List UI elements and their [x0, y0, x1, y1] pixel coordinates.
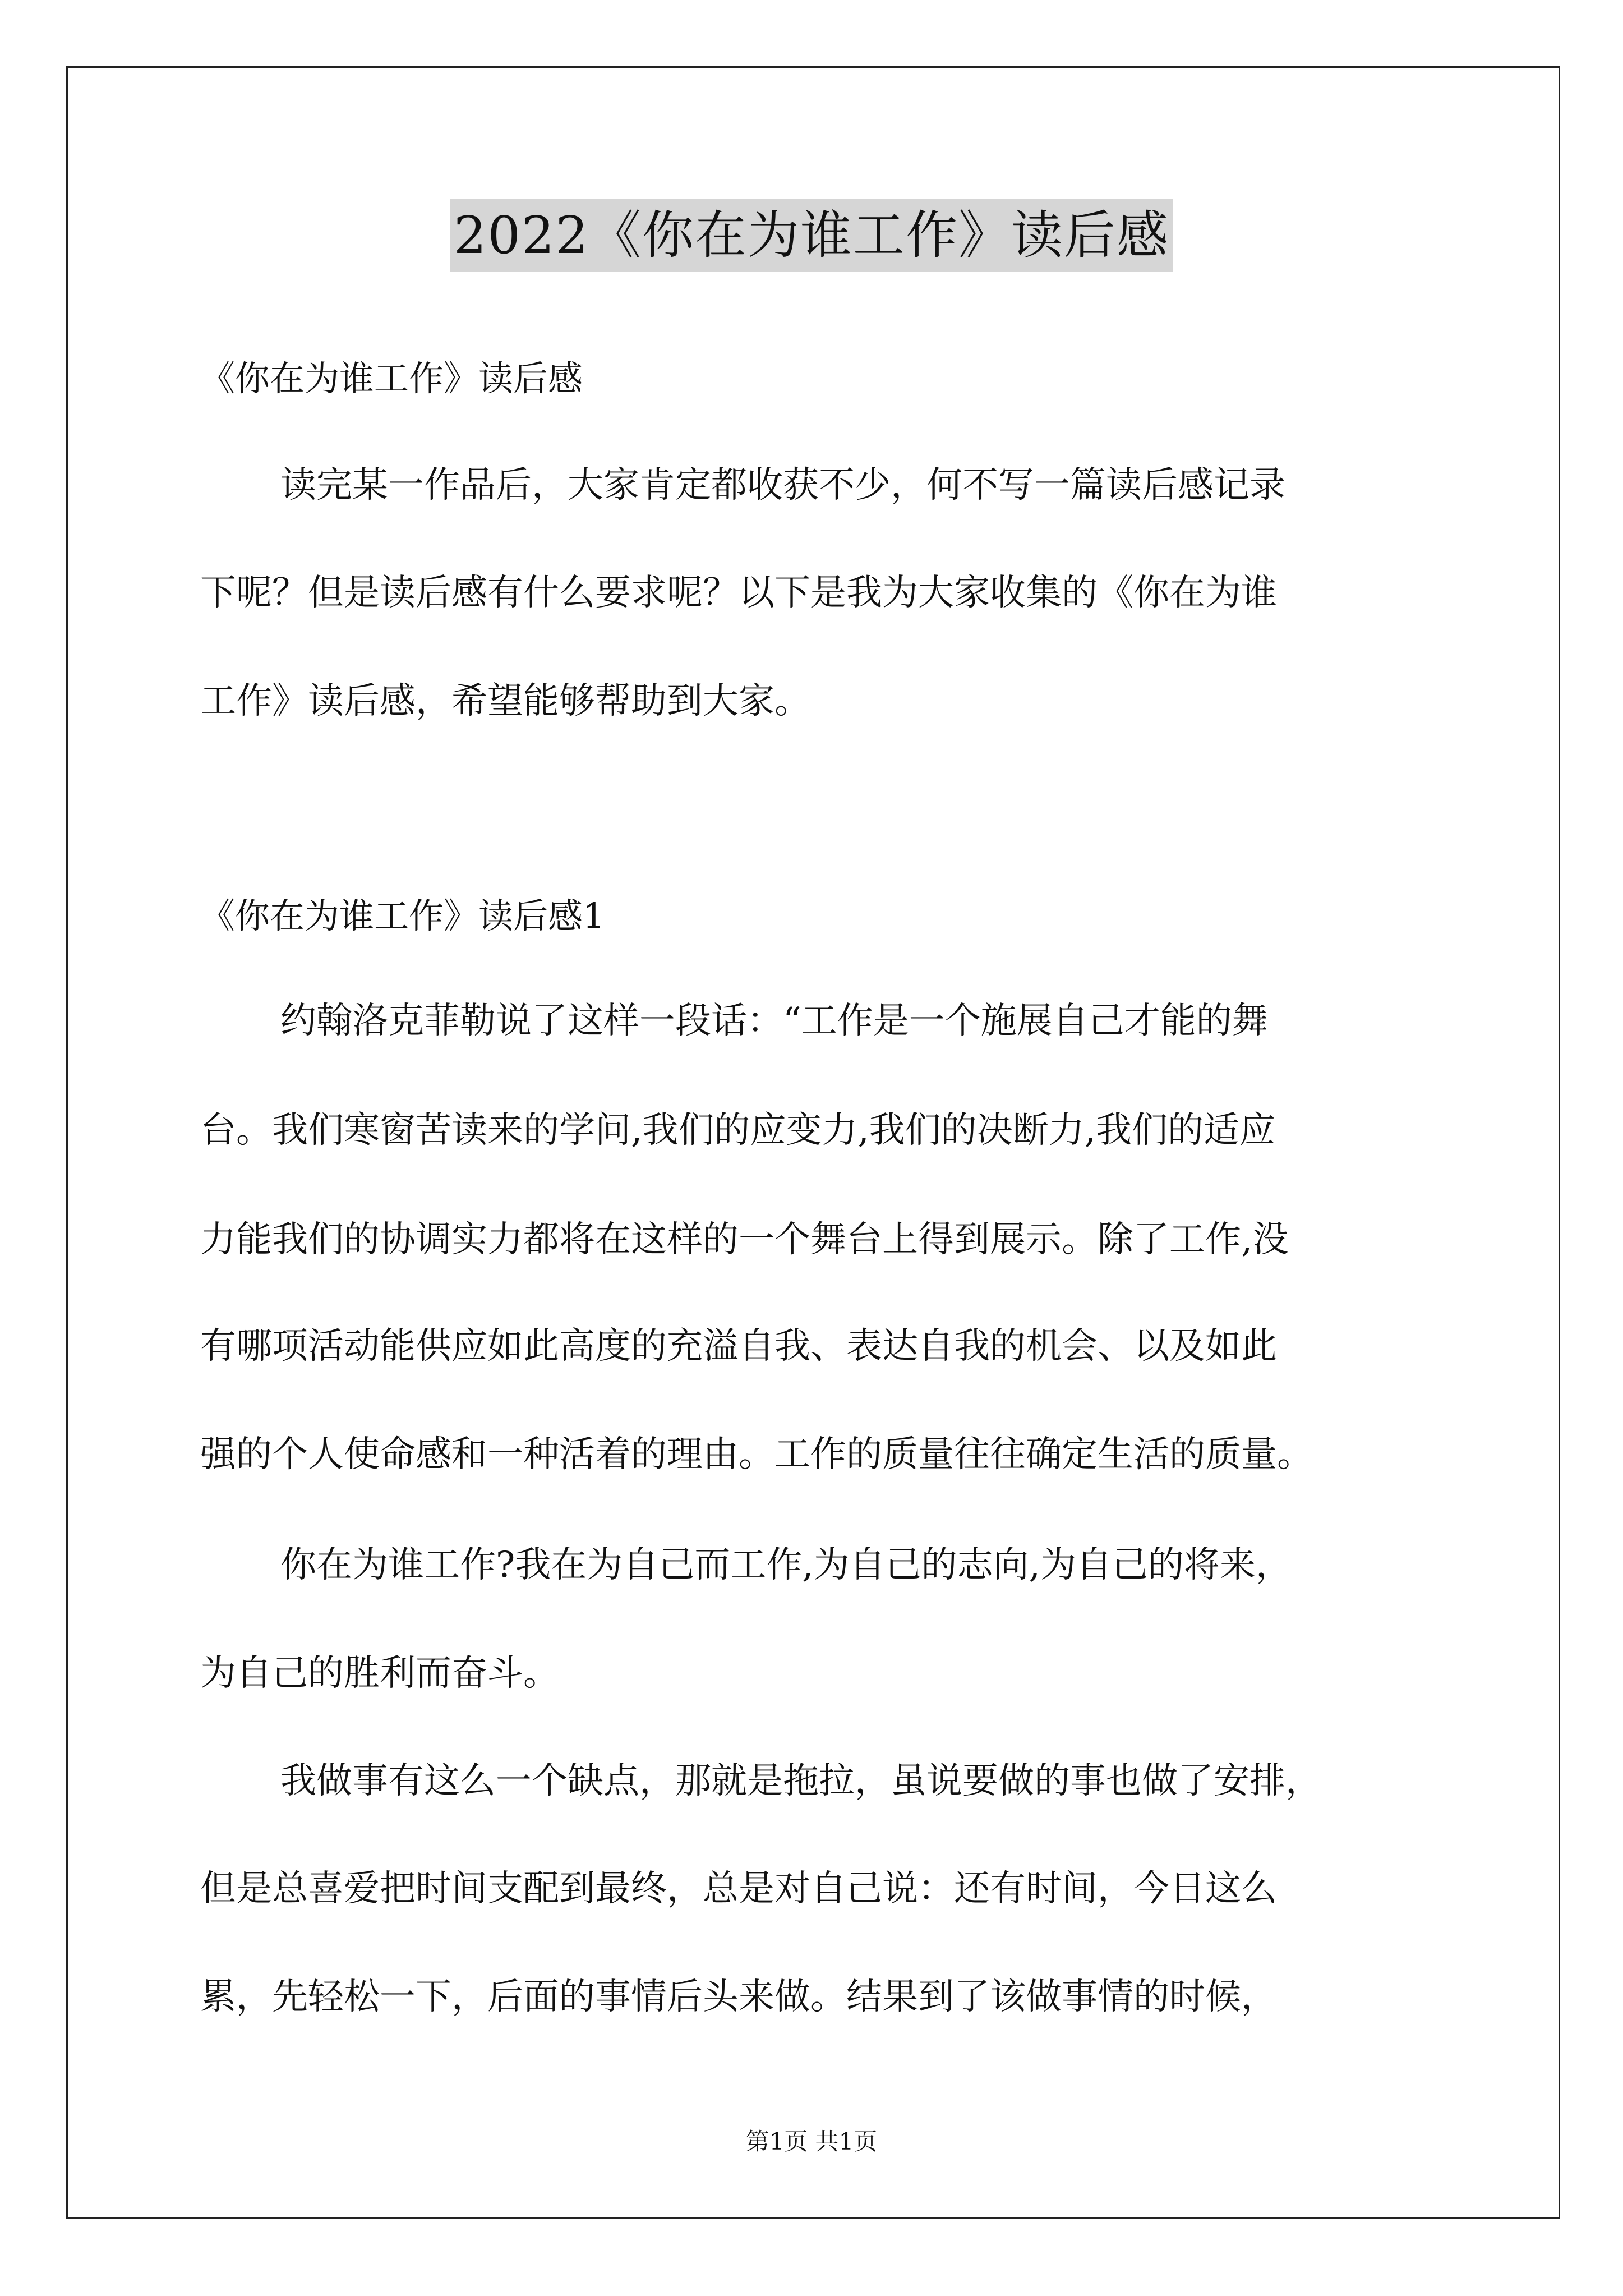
paragraph-line: 你在为谁工作?我在为自己而工作,为自己的志向,为自己的将来， — [280, 1544, 1292, 1586]
paragraph-line: 工作》读后感，希望能够帮助到大家。 — [200, 680, 810, 722]
section-heading: 《你在为谁工作》读后感 — [200, 358, 583, 399]
paragraph-line: 强的个人使命感和一种活着的理由。工作的质量往往确定生活的质量。 — [200, 1434, 1313, 1475]
paragraph-line: 我做事有这么一个缺点，那就是拖拉，虽说要做的事也做了安排， — [280, 1760, 1321, 1802]
section-heading: 《你在为谁工作》读后感1 — [200, 895, 605, 936]
paragraph-line: 力能我们的协调实力都将在这样的一个舞台上得到展示。除了工作,没 — [200, 1219, 1289, 1260]
document-title: 2022《你在为谁工作》读后感 — [450, 199, 1173, 272]
paragraph-line: 累，先轻松一下，后面的事情后头来做。结果到了该做事情的时候， — [200, 1976, 1277, 2018]
paragraph-line: 读完某一作品后，大家肯定都收获不少，何不写一篇读后感记录 — [280, 464, 1285, 506]
paragraph-line: 约翰洛克菲勒说了这样一段话：“工作是一个施展自己才能的舞 — [280, 1000, 1268, 1042]
paragraph-line: 但是总喜爱把时间支配到最终，总是对自己说：还有时间，今日这么 — [200, 1868, 1277, 1910]
paragraph-line: 下呢？但是读后感有什么要求呢？以下是我为大家收集的《你在为谁 — [200, 572, 1277, 614]
page-footer: 第1页 共1页 — [745, 2128, 878, 2155]
paragraph-line: 为自己的胜利而奋斗。 — [200, 1653, 559, 1694]
paragraph-line: 台。我们寒窗苦读来的学问,我们的应变力,我们的决断力,我们的适应 — [200, 1110, 1276, 1151]
paragraph-line: 有哪项活动能供应如此高度的充溢自我、表达自我的机会、以及如此 — [200, 1326, 1277, 1367]
title-container — [0, 199, 1623, 272]
